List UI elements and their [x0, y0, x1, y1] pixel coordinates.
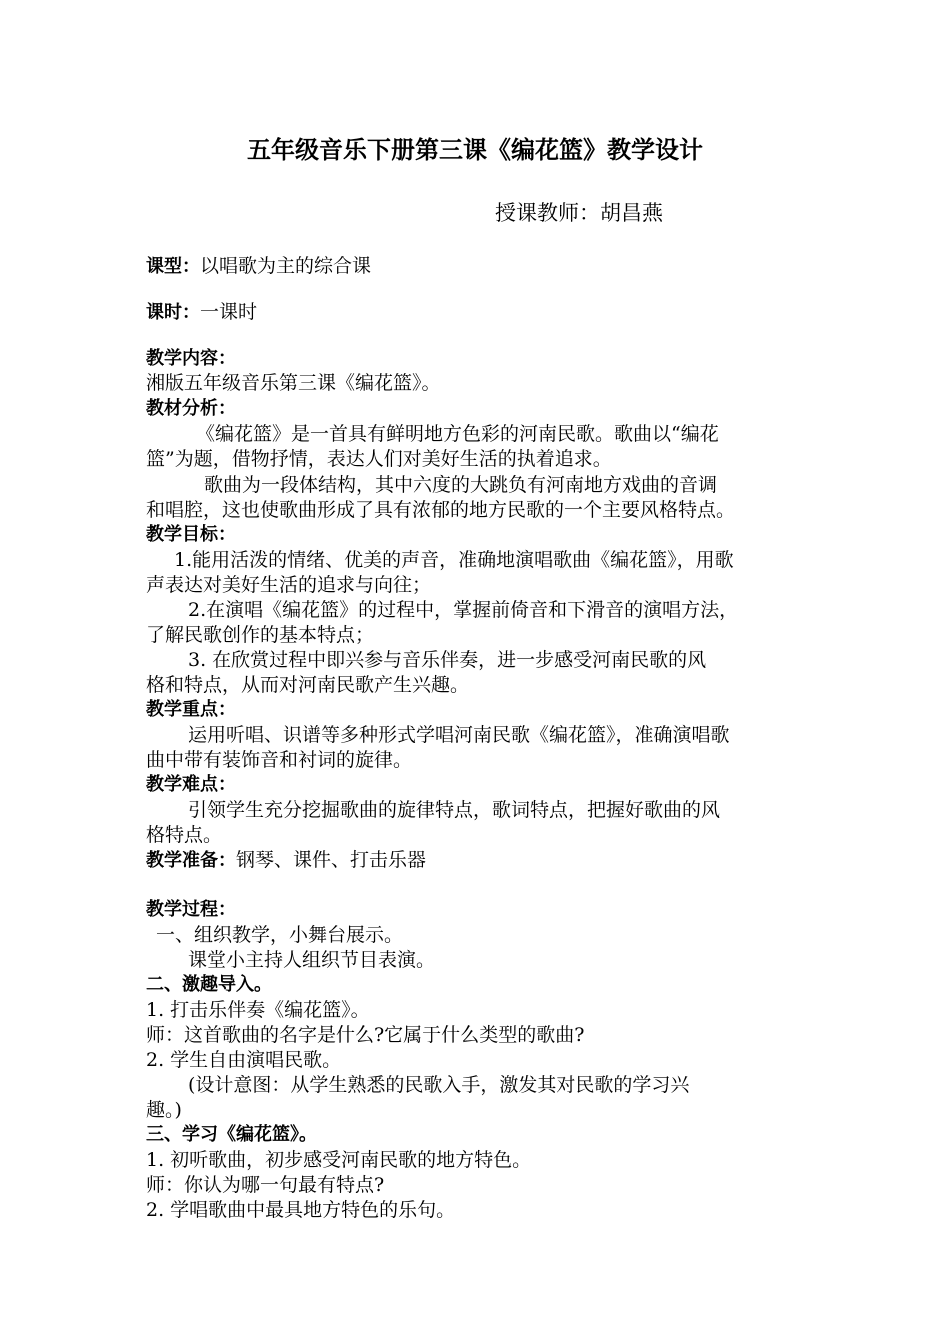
analysis-heading: 教材分析： — [146, 398, 236, 419]
process-line: 课堂小主持人组织节目表演。 — [188, 949, 436, 971]
process-heading: 教学过程： — [146, 899, 236, 920]
section3-heading: 三、学习《编花篮》。 — [146, 1124, 317, 1145]
goal-line: 了解民歌创作的基本特点； — [146, 624, 375, 646]
section2-line: 趣。) — [146, 1099, 182, 1121]
difficulty-line: 格特点。 — [146, 824, 223, 846]
goal-line: 格和特点，从而对河南民歌产生兴趣。 — [146, 674, 470, 696]
difficulties-heading: 教学难点： — [146, 774, 236, 795]
analysis-line: 篮”为题，借物抒情，表达人们对美好生活的执着追求。 — [146, 448, 612, 470]
section2-line: 2. 学生自由演唱民歌。 — [146, 1049, 342, 1071]
document-title: 五年级音乐下册第三课《编花篮》教学设计 — [247, 136, 703, 164]
goal-line: 1.能用活泼的情绪、优美的声音，准确地演唱歌曲《编花篮》，用歌 — [174, 549, 734, 571]
section3-line: 1. 初听歌曲，初步感受河南民歌的地方特色。 — [146, 1149, 532, 1171]
class-hours-value: 一课时 — [200, 301, 258, 323]
process-line: 一、组织教学，小舞台展示。 — [156, 924, 404, 946]
section2-line: (设计意图：从学生熟悉的民歌入手，激发其对民歌的学习兴 — [188, 1074, 690, 1096]
analysis-line: 《编花篮》是一首具有鲜明地方色彩的河南民歌。歌曲以“编花 — [196, 423, 719, 445]
course-type-value: 以唱歌为主的综合课 — [200, 255, 372, 277]
goal-line: 2.在演唱《编花篮》的过程中，掌握前倚音和下滑音的演唱方法， — [188, 599, 739, 621]
course-type-label: 课型： — [146, 256, 200, 277]
section3-line: 2. 学唱歌曲中最具地方特色的乐句。 — [146, 1199, 456, 1221]
goal-line: 3. 在欣赏过程中即兴参与音乐伴奏，进一步感受河南民歌的风 — [188, 649, 707, 671]
analysis-line: 歌曲为一段体结构，其中六度的大跳负有河南地方戏曲的音调 — [204, 474, 718, 496]
goal-line: 声表达对美好生活的追求与向往； — [146, 574, 432, 596]
key-points-heading: 教学重点： — [146, 699, 236, 720]
difficulty-line: 引领学生充分挖掘歌曲的旋律特点，歌词特点，把握好歌曲的风 — [188, 799, 721, 821]
goals-heading: 教学目标： — [146, 524, 236, 545]
section2-line: 1. 打击乐伴奏《编花篮》。 — [146, 999, 370, 1021]
teacher-name: 授课教师：胡昌燕 — [495, 201, 663, 225]
section2-heading: 二、激趣导入。 — [146, 974, 272, 995]
preparation-value: 钢琴、课件、打击乐器 — [236, 849, 427, 871]
class-hours-line — [146, 300, 257, 324]
section3-line: 师：你认为哪一句最有特点? — [146, 1174, 385, 1196]
content-heading: 教学内容： — [146, 348, 236, 369]
course-type-line — [146, 254, 371, 278]
analysis-line: 和唱腔，这也使歌曲形成了具有浓郁的地方民歌的一个主要风格特点。 — [146, 499, 736, 521]
preparation-label: 教学准备： — [146, 850, 236, 871]
section2-line: 师：这首歌曲的名字是什么?它属于什么类型的歌曲? — [146, 1024, 585, 1046]
preparation-line — [146, 848, 426, 872]
key-point-line: 曲中带有装饰音和衬词的旋律。 — [146, 749, 413, 771]
class-hours-label: 课时： — [146, 302, 200, 323]
key-point-line: 运用听唱、识谱等多种形式学唱河南民歌《编花篮》，准确演唱歌 — [188, 724, 730, 746]
content-text: 湘版五年级音乐第三课《编花篮》。 — [146, 372, 441, 394]
